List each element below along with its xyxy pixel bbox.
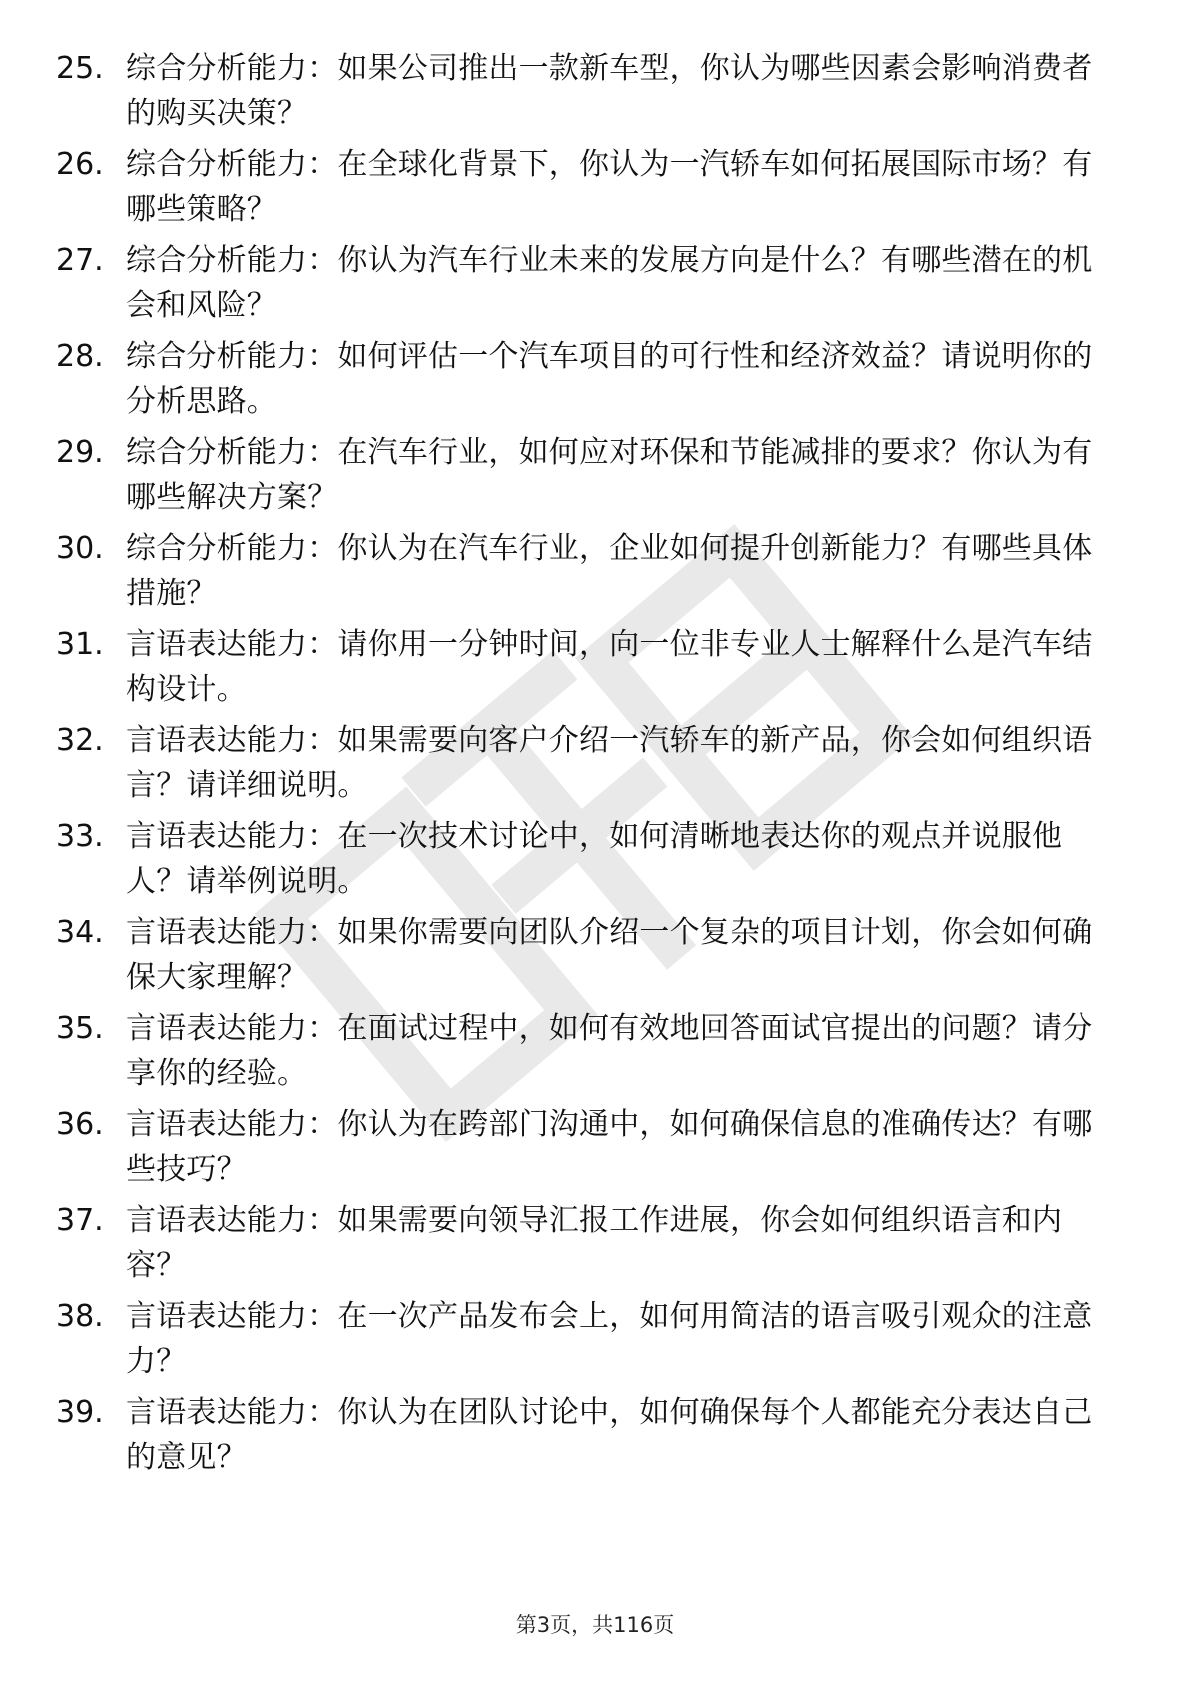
question-item [0, 622, 1190, 722]
question-text: 综合分析能力：如果公司推出一款新车型，你认为哪些因素会影响消费者的购买决策？ [126, 51, 1093, 131]
question-number: 29. [56, 435, 104, 470]
question-item [0, 1390, 1190, 1490]
question-item [0, 1198, 1190, 1298]
question-text: 言语表达能力：如果需要向领导汇报工作进展，你会如何组织语言和内容？ [126, 1203, 1063, 1283]
question-number: 33. [56, 819, 104, 854]
question-text: 综合分析能力：在汽车行业，如何应对环保和节能减排的要求？你认为有哪些解决方案？ [126, 435, 1093, 515]
question-number: 34. [56, 915, 104, 950]
question-text: 综合分析能力：你认为在汽车行业，企业如何提升创新能力？有哪些具体措施？ [126, 531, 1093, 611]
question-item [0, 1294, 1190, 1394]
question-text: 言语表达能力：在一次产品发布会上，如何用简洁的语言吸引观众的注意力？ [126, 1299, 1093, 1379]
question-text: 言语表达能力：请你用一分钟时间，向一位非专业人士解释什么是汽车结构设计。 [126, 627, 1093, 707]
question-number: 35. [56, 1011, 104, 1046]
question-text: 综合分析能力：在全球化背景下，你认为一汽轿车如何拓展国际市场？有哪些策略？ [126, 147, 1093, 227]
question-item [0, 334, 1190, 434]
question-text: 言语表达能力：在一次技术讨论中，如何清晰地表达你的观点并说服他人？请举例说明。 [126, 819, 1063, 899]
question-text: 言语表达能力：如果你需要向团队介绍一个复杂的项目计划，你会如何确保大家理解？ [126, 915, 1093, 995]
question-number: 31. [56, 627, 104, 662]
question-number: 32. [56, 723, 104, 758]
question-text: 综合分析能力：如何评估一个汽车项目的可行性和经济效益？请说明你的分析思路。 [126, 339, 1093, 419]
question-text: 言语表达能力：如果需要向客户介绍一汽轿车的新产品，你会如何组织语言？请详细说明。 [126, 723, 1093, 803]
question-number: 36. [56, 1107, 104, 1142]
question-item [0, 910, 1190, 1010]
question-number: 25. [56, 51, 104, 86]
question-item [0, 718, 1190, 818]
question-item [0, 814, 1190, 914]
question-text: 综合分析能力：你认为汽车行业未来的发展方向是什么？有哪些潜在的机会和风险？ [126, 243, 1093, 323]
question-number: 30. [56, 531, 104, 566]
question-text: 言语表达能力：你认为在跨部门沟通中，如何确保信息的准确传达？有哪些技巧？ [126, 1107, 1093, 1187]
page-footer: 第3页，共116页 [515, 1613, 675, 1637]
question-item [0, 142, 1190, 242]
question-item [0, 46, 1190, 146]
question-number: 28. [56, 339, 104, 374]
question-text: 言语表达能力：你认为在团队讨论中，如何确保每个人都能充分表达自己的意见？ [126, 1395, 1093, 1475]
question-item [0, 1006, 1190, 1106]
question-text: 言语表达能力：在面试过程中，如何有效地回答面试官提出的问题？请分享你的经验。 [126, 1011, 1093, 1091]
question-number: 37. [56, 1203, 104, 1238]
question-item [0, 526, 1190, 626]
question-number: 38. [56, 1299, 104, 1334]
question-number: 39. [56, 1395, 104, 1430]
question-number: 26. [56, 147, 104, 182]
question-item [0, 430, 1190, 530]
question-item [0, 238, 1190, 338]
question-number: 27. [56, 243, 104, 278]
question-item [0, 1102, 1190, 1202]
